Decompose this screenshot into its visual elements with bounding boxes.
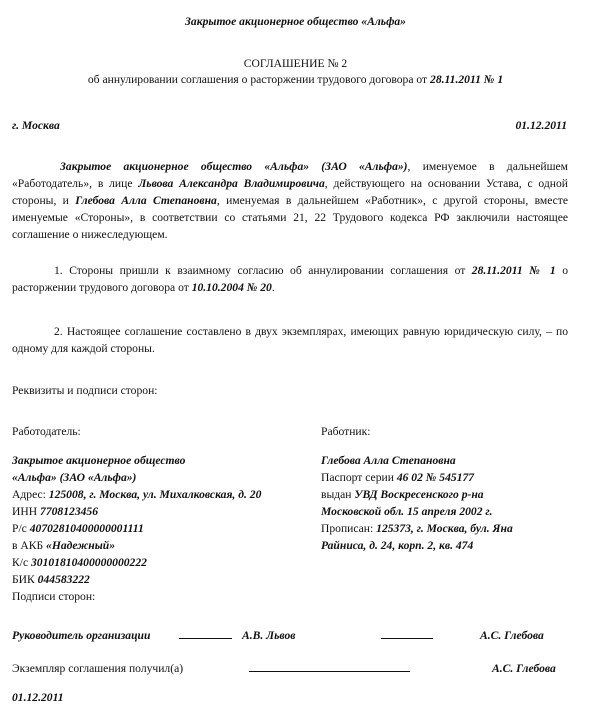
intro-company: Закрытое акционерное общество «Альфа» (ЗАО «Альфа»): [60, 160, 408, 173]
employer-address-label: Адрес:: [12, 488, 49, 501]
worker-issued: [321, 486, 484, 503]
clause-1-num: № 1: [529, 264, 556, 277]
employer-inn-label: ИНН: [12, 505, 41, 518]
intro-director: Львова Александра Владимировича: [138, 177, 325, 190]
worker-registration-label: Прописан:: [321, 522, 377, 535]
intro-employee: Глебова Алла Степановна: [75, 194, 217, 207]
copy-received-label: Экземпляр соглашения получил(а): [12, 662, 184, 675]
employer-bik-value: 044583222: [37, 573, 90, 586]
employer-bank-label: в АКБ: [12, 539, 47, 552]
city: г. Москва: [12, 119, 60, 132]
worker-registration-line-2: Райниса, д. 24, корп. 2, кв. 474: [321, 539, 474, 552]
employer-address-value: 125008, г. Москва, ул. Михалковская, д. 20: [48, 488, 262, 501]
requisites-title: Реквизиты и подписи сторон:: [12, 384, 158, 397]
worker-signatory-name: А.С. Глебова: [480, 629, 544, 642]
employer-name-line-1: Закрытое акционерное общество: [12, 454, 186, 467]
worker-issued-value: УВД Воскресенского р-на: [354, 488, 484, 501]
worker-passport: [321, 469, 474, 486]
clause-1-text-1: 1. Стороны пришли к взаимному согласию об аннулировании соглашения от: [54, 264, 472, 277]
clause-1-text-3: .: [271, 281, 275, 294]
employer-bik-label: БИК: [12, 573, 38, 586]
worker-registration: [321, 520, 513, 537]
employer-corr-account-label: К/с: [12, 556, 31, 569]
employer-signatory-name: А.В. Львов: [242, 629, 296, 642]
intro-text-2: , действующего на основании Устава, с одной стороны, и: [12, 177, 569, 207]
footer-date: 01.12.2011: [12, 691, 64, 704]
employer-address: [12, 486, 261, 503]
copy-received-signature-line: [249, 660, 410, 677]
subtitle-text: об аннулировании соглашения о расторжении трудового договора от: [87, 73, 431, 86]
employer-signature-line: [179, 627, 232, 644]
clause-1-ref: 10.10.2004 № 20: [191, 281, 272, 294]
employer-inn-value: 7708123456: [40, 505, 98, 518]
worker-label: Работник:: [321, 425, 371, 438]
signature-role: Руководитель организации: [12, 629, 151, 642]
worker-issued-label: выдан: [321, 488, 355, 501]
employer-name-line-2: «Альфа» (ЗАО «Альфа»): [12, 471, 137, 484]
employer-account-label: Р/с: [12, 522, 30, 535]
employer-corr-account-value: 30101810400000000222: [31, 556, 147, 569]
copy-received-name: А.С. Глебова: [492, 662, 556, 675]
intro-paragraph: [12, 158, 568, 243]
worker-passport-value: 46 02 № 545177: [396, 471, 475, 484]
employer-corr-account: [12, 554, 147, 571]
clause-1: [12, 262, 568, 296]
clause-1-date: 28.11.2011: [471, 264, 523, 277]
employer-account-value: 40702810400000001111: [29, 522, 144, 535]
document-date: 01.12.2011: [515, 119, 567, 132]
worker-issued-line-2: Московской обл. 15 апреля 2002 г.: [321, 505, 493, 518]
worker-signature-line: [381, 627, 433, 644]
intro-text-3: , именуемая в дальнейшем «Работник», с другой стороны, вместе именуемые «Стороны», в соответствии со статьями 21, 22 Трудового кодекса РФ заключили настоящее соглашение о нижеследующем.: [12, 194, 568, 241]
worker-registration-value: 125373, г. Москва, бул. Яна: [376, 522, 513, 535]
company-header: Закрытое акционерное общество «Альфа»: [185, 15, 406, 28]
worker-name: Глебова Алла Степановна: [321, 454, 456, 467]
document-title: СОГЛАШЕНИЕ № 2: [243, 57, 348, 70]
signatures-title: Подписи сторон:: [12, 590, 96, 603]
employer-inn: [12, 503, 98, 520]
clause-1-text-2: о расторжении трудового договора от: [12, 264, 568, 294]
employer-bik: [12, 571, 90, 588]
document-subtitle: [0, 71, 591, 88]
intro-text-1: , именуемое в дальнейшем «Работодатель», в лице: [12, 160, 568, 190]
employer-bank: [12, 537, 115, 554]
clause-2: 2. Настоящее соглашение составлено в двух экземплярах, имеющих равную юридическую силу, – по одному для каждой стороны.: [12, 325, 568, 355]
subtitle-ref: 28.11.2011 № 1: [430, 73, 504, 86]
employer-account: [12, 520, 144, 537]
employer-label: Работодатель:: [12, 425, 81, 438]
worker-passport-label: Паспорт серии: [321, 471, 397, 484]
employer-bank-value: «Надежный»: [46, 539, 116, 552]
